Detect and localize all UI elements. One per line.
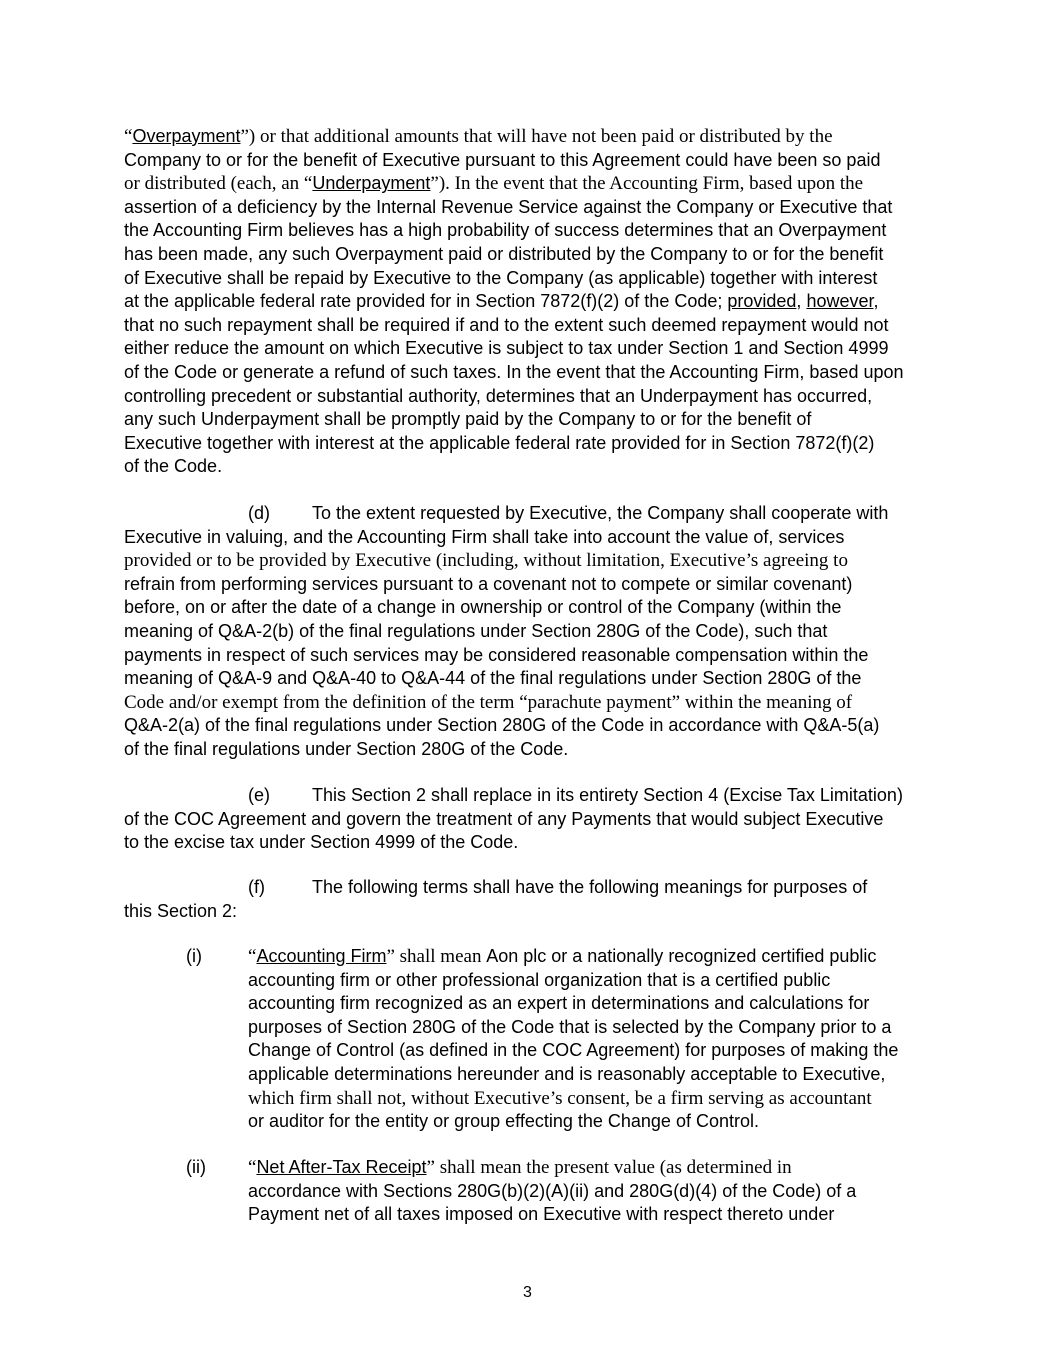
- text-line: before, on or after the date of a change in ownership or control of the Company (within the: [124, 597, 842, 618]
- text-line: of the final regulations under Section 280G of the Code.: [124, 738, 569, 759]
- text-line: or auditor for the entity or group effecting the Change of Control.: [248, 1111, 759, 1132]
- text-line: of Executive shall be repaid by Executive to the Company (as applicable) together with interest: [124, 267, 878, 288]
- text-line: that no such repayment shall be required if and to the extent such deemed repayment would not: [124, 314, 889, 335]
- text-fragment: ,: [796, 291, 807, 312]
- text-line: Payment net of all taxes imposed on Executive with respect thereto under: [248, 1204, 835, 1225]
- text-line: Executive in valuing, and the Accounting Firm shall take into account the value of, services: [124, 526, 845, 547]
- text-line: provided or to be provided by Executive (including, without limitation, Executive’s agreeing to: [124, 550, 848, 572]
- text-fragment: ”). In the event that the Accounting Firm, based upon the: [430, 173, 864, 195]
- text-fragment: at the applicable federal rate provided for in Section 7872(f)(2) of the Code;: [124, 291, 728, 312]
- text-line: refrain from performing services pursuant to a covenant not to compete or similar covenant): [124, 573, 853, 594]
- text-fragment: or distributed (each, an “: [124, 173, 313, 195]
- text-line: [124, 784, 944, 808]
- text-line: [124, 125, 944, 149]
- open-quote: “: [124, 126, 133, 147]
- defined-term-underpayment: Underpayment: [312, 173, 431, 194]
- text-fragment: ,: [873, 291, 879, 312]
- text-line: [248, 1156, 948, 1180]
- paragraph-label: (d): [248, 503, 270, 523]
- text-line: purposes of Section 280G of the Code that is selected by the Company prior to a: [248, 1016, 892, 1037]
- paragraph-label: (f): [248, 877, 265, 897]
- text-line: Q&A-2(a) of the final regulations under Section 280G of the Code in accordance with Q&A-5(a): [124, 715, 880, 736]
- open-quote: “: [248, 1157, 257, 1178]
- emphasis-provided: provided: [727, 291, 797, 312]
- paragraph-f: [124, 876, 944, 923]
- definition-label: (ii): [186, 1157, 206, 1177]
- text-line: this Section 2:: [124, 900, 238, 921]
- text-line: accordance with Sections 280G(b)(2)(A)(ii) and 280G(d)(4) of the Code) of a: [248, 1180, 857, 1201]
- text-line: payments in respect of such services may be considered reasonable compensation within the: [124, 644, 869, 665]
- text-line: either reduce the amount on which Executive is subject to tax under Section 1 and Section 4999: [124, 338, 889, 359]
- text-line: has been made, any such Overpayment paid or distributed by the Company to or for the benefit: [124, 243, 884, 264]
- text-line: controlling precedent or substantial authority, determines that an Underpayment has occurred,: [124, 385, 873, 406]
- text-line: Company to or for the benefit of Executive pursuant to this Agreement could have been so paid: [124, 149, 881, 170]
- defined-term-accounting-firm: Accounting Firm: [256, 946, 387, 966]
- text-fragment: The following terms shall have the following meanings for purposes of: [312, 877, 868, 897]
- text-line: meaning of Q&A-9 and Q&A-40 to Q&A-44 of the final regulations under Section 280G of the: [124, 668, 862, 689]
- text-line: assertion of a deficiency by the Internal Revenue Service against the Company or Executive that: [124, 196, 893, 217]
- text-fragment: ” shall mean the present value (as determined in: [426, 1157, 792, 1178]
- paragraph-d: [124, 502, 944, 762]
- text-line: of the Code or generate a refund of such taxes. In the event that the Accounting Firm, based upon: [124, 361, 904, 382]
- text-line: of the Code.: [124, 456, 223, 477]
- text-line: of the COC Agreement and govern the treatment of any Payments that would subject Executive: [124, 808, 884, 829]
- text-line: [124, 876, 944, 900]
- text-fragment: Aon plc or a nationally recognized certified public: [486, 946, 877, 966]
- text-fragment: To the extent requested by Executive, the Company shall cooperate with: [312, 503, 889, 523]
- text-line: the Accounting Firm believes has a high probability of success determines that an Overpayment: [124, 220, 887, 241]
- text-line: any such Underpayment shall be promptly paid by the Company to or for the benefit of: [124, 409, 812, 430]
- text-line: [124, 172, 944, 196]
- text-fragment: ” shall mean: [386, 946, 487, 967]
- page-number: 3: [523, 1284, 532, 1301]
- text-line: Code and/or exempt from the definition of the term “parachute payment” within the meaning of: [124, 691, 853, 713]
- paragraph-label: (e): [248, 785, 270, 805]
- text-line: applicable determinations hereunder and is reasonably acceptable to Executive,: [248, 1063, 886, 1084]
- open-quote: “: [248, 946, 257, 967]
- text-line: [124, 502, 944, 526]
- definition-body: [248, 945, 948, 1134]
- defined-term-overpayment: Overpayment: [132, 126, 241, 146]
- emphasis-however: however: [806, 291, 874, 312]
- paragraph-e: [124, 784, 944, 855]
- text-line: which firm shall not, without Executive’s consent, be a firm serving as accountant: [248, 1087, 872, 1109]
- text-line: Change of Control (as defined in the COC Agreement) for purposes of making the: [248, 1040, 899, 1061]
- text-line: to the excise tax under Section 4999 of the Code.: [124, 832, 519, 853]
- text-line: [124, 290, 944, 314]
- text-line: meaning of Q&A-2(b) of the final regulations under Section 280G of the Code), such that: [124, 620, 828, 641]
- text-line: accounting firm recognized as an expert in determinations and calculations for: [248, 993, 870, 1014]
- definition-body: [248, 1156, 948, 1227]
- paragraph-c-continuation: [124, 125, 944, 479]
- defined-term-net-after-tax-receipt: Net After-Tax Receipt: [256, 1157, 427, 1177]
- text-fragment: ”) or that additional amounts that will have not been paid or distributed by the: [240, 126, 833, 147]
- text-line: Executive together with interest at the applicable federal rate provided for in Section 7872(f)(2): [124, 432, 875, 453]
- text-fragment: This Section 2 shall replace in its entirety Section 4 (Excise Tax Limitation): [312, 785, 903, 805]
- definition-label: (i): [186, 946, 202, 966]
- text-line: accounting firm or other professional organization that is a certified public: [248, 969, 831, 990]
- text-line: [248, 945, 948, 969]
